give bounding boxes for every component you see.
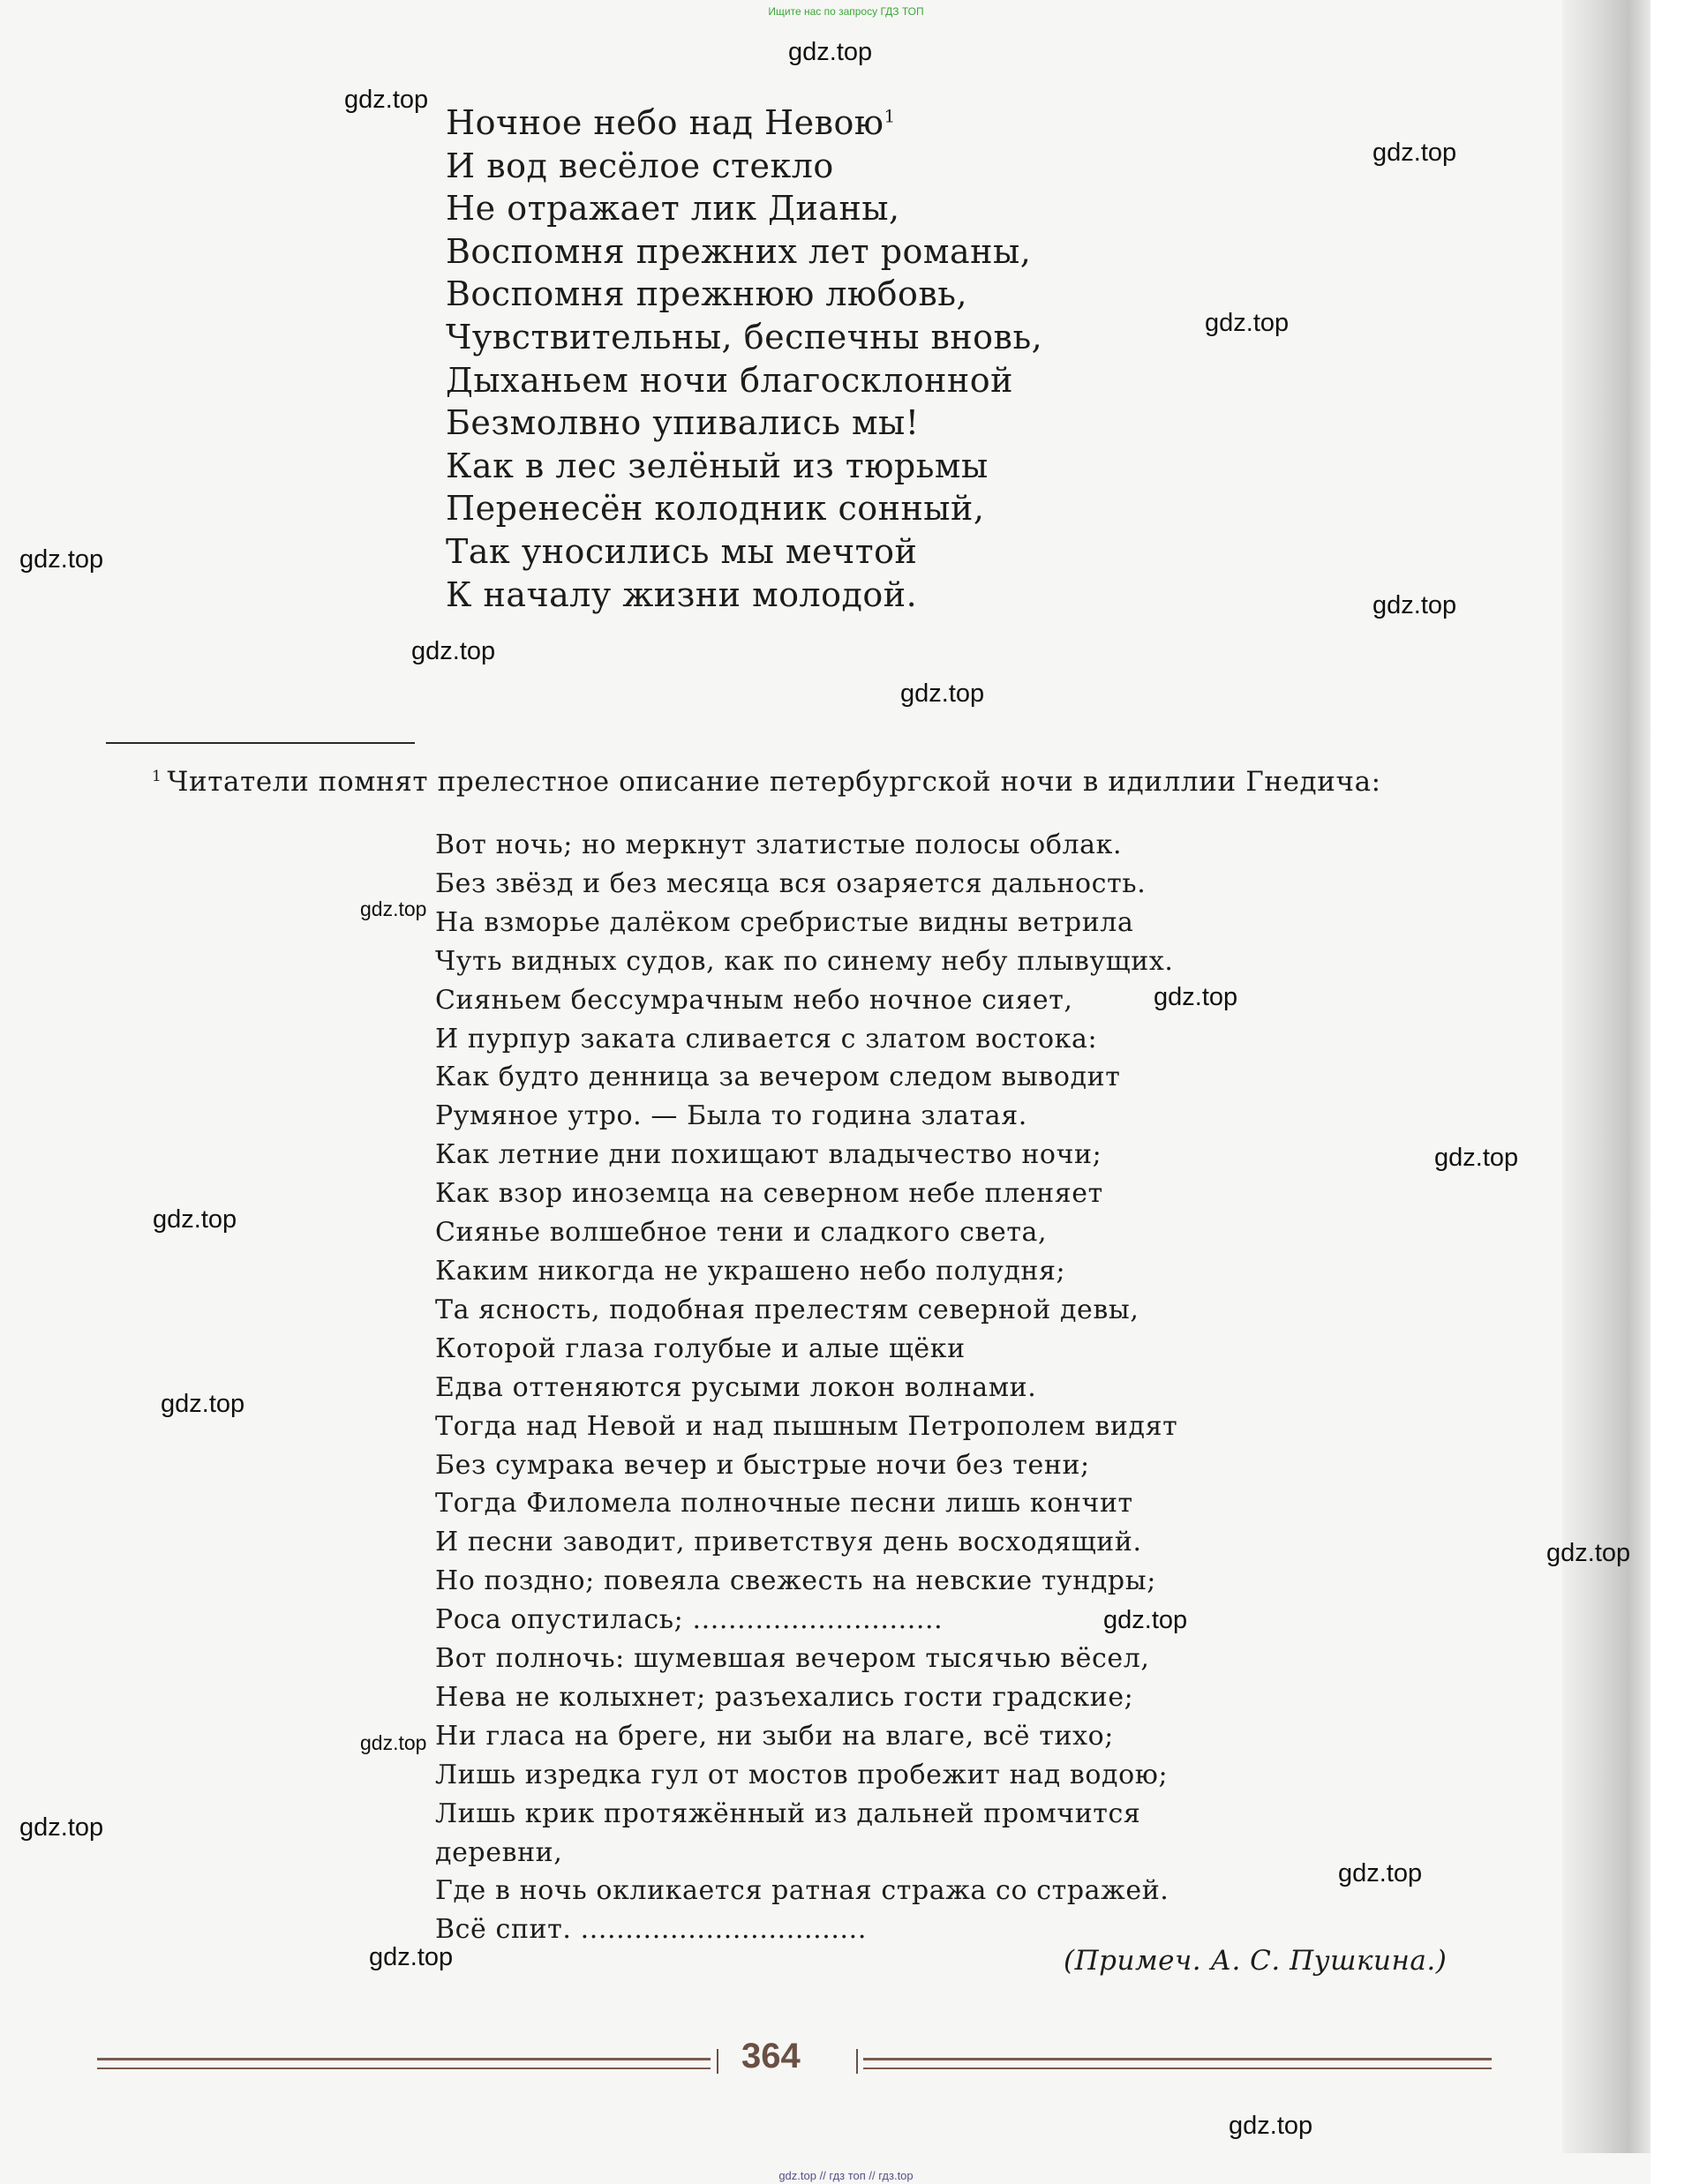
- watermark: gdz.top: [360, 897, 427, 920]
- page-gutter-shadow: [1562, 0, 1651, 2153]
- footnote-poem-line: И песни заводит, приветствуя день восходящий.: [435, 1527, 1142, 1558]
- top-banner[interactable]: Ищите нас по запросу ГДЗ ТОП: [768, 5, 924, 18]
- poem-line-text: Воспомня прежних лет романы,: [446, 231, 1032, 271]
- watermark: gdz.top: [788, 38, 873, 66]
- poem-line: [446, 530, 1042, 574]
- footnote-poem-line: деревни,: [435, 1836, 563, 1868]
- footnote-poem-line: И пурпур заката сливается с златом востока:: [435, 1023, 1098, 1054]
- watermark: gdz.top: [19, 1813, 104, 1842]
- watermark: gdz.top: [411, 637, 496, 665]
- footnote-poem-line: Где в ночь окликается ратная стража со стражей.: [435, 1875, 1169, 1907]
- footnote-poem-line: Как будто денница за вечером следом выводит: [435, 1062, 1121, 1093]
- watermark: gdz.top: [1338, 1859, 1423, 1888]
- watermark: gdz.top: [360, 1731, 427, 1754]
- poem-line: [446, 316, 1042, 359]
- watermark: gdz.top: [1372, 591, 1457, 619]
- poem-line: [446, 445, 1042, 488]
- footnote-marker: 1: [152, 767, 162, 785]
- footnote-poem-line: Вот ночь; но меркнут златистые полосы облак.: [435, 829, 1123, 860]
- footnote-poem-line: Ни гласа на бреге, ни зыби на влаге, всё тихо;: [435, 1720, 1114, 1752]
- watermark: gdz.top: [344, 86, 429, 114]
- footnote-poem-line: Но поздно; повеяла свежесть на невские тундры;: [435, 1565, 1156, 1597]
- footnote-poem-line: Вот полночь: шумевшая вечером тысячью вёсел,: [435, 1643, 1150, 1675]
- poem-line-text: К началу жизни молодой.: [446, 574, 918, 614]
- watermark: gdz.top: [1229, 2112, 1313, 2140]
- footnote-poem-line: Как летние дни похищают владычество ночи;: [435, 1139, 1102, 1171]
- poem-line: [446, 273, 1042, 316]
- footnote-poem-line: Едва оттеняются русыми локон волнами.: [435, 1371, 1037, 1403]
- footnote-poem-line: Которой глаза голубые и алые щёки: [435, 1332, 966, 1364]
- watermark: gdz.top: [1546, 1539, 1631, 1567]
- footnote-poem-line: Лишь крик протяжённый из дальней промчится: [435, 1797, 1141, 1829]
- watermark: gdz.top: [1154, 983, 1238, 1011]
- watermark: gdz.top: [1372, 139, 1457, 167]
- poem-line-text: Дыханьем ночи благосклонной: [446, 360, 1013, 400]
- footnote-poem: [435, 826, 1177, 1949]
- poem-line-text: Как в лес зелёный из тюрьмы: [446, 446, 989, 485]
- footer-rule-right: [863, 2058, 1492, 2069]
- watermark: gdz.top: [19, 545, 104, 574]
- footnote-poem-line: Сияньем бессумрачным небо ночное сияет,: [435, 984, 1073, 1016]
- footnote-poem-line: Без звёзд и без месяца вся озаряется дальность.: [435, 867, 1147, 899]
- footnote-intro: [152, 766, 1381, 798]
- poem-line: [446, 145, 1042, 188]
- poem-line: [446, 574, 1042, 617]
- poem-line-text: Не отражает лик Дианы,: [446, 189, 900, 229]
- poem-line-text: И вод весёлое стекло: [446, 146, 834, 185]
- watermark: gdz.top: [161, 1390, 245, 1418]
- footnote-poem-line: На взморье далёком сребристые видны ветрила: [435, 906, 1134, 938]
- footnote-poem-line: Тогда Филомела полночные песни лишь кончит: [435, 1488, 1133, 1520]
- footnote-poem-line: Роса опустилась; ............................: [435, 1604, 944, 1636]
- poem-line: [446, 359, 1042, 402]
- footnote-reference[interactable]: 1: [884, 105, 896, 127]
- poem-line-text: Так уносились мы мечтой: [446, 531, 918, 571]
- watermark: gdz.top: [1103, 1606, 1188, 1634]
- footnote-poem-line: Румяное утро. — Была то година златая.: [435, 1100, 1027, 1132]
- footnote-poem-line: Как взор иноземца на северном небе пленяет: [435, 1178, 1103, 1210]
- footnote-poem-line: Тогда над Невой и над пышным Петрополем видят: [435, 1410, 1178, 1442]
- footnote-attribution: (Примеч. А. С. Пушкина.): [1064, 1945, 1448, 1977]
- poem-line: [446, 230, 1042, 274]
- footer-rule-tick-right: [856, 2049, 858, 2074]
- poem-line-text: Перенесён колодник сонный,: [446, 489, 985, 529]
- poem-line-text: Чувствительны, беспечны вновь,: [446, 317, 1043, 356]
- footnote-poem-line: Всё спит. ................................: [435, 1914, 867, 1946]
- watermark: gdz.top: [153, 1205, 237, 1234]
- poem-line-text: Безмолвно упивались мы!: [446, 403, 920, 443]
- poem-line-text: Воспомня прежнюю любовь,: [446, 274, 968, 314]
- watermark: gdz.top: [900, 679, 985, 708]
- watermark: gdz.top: [369, 1943, 454, 1971]
- footer-rule-tick-left: [717, 2049, 718, 2074]
- poem-line: [446, 187, 1042, 230]
- footnote-intro-text: Читатели помнят прелестное описание петербургской ночи в идиллии Гнедича:: [167, 766, 1381, 798]
- footnote-poem-line: Без сумрака вечер и быстрые ночи без тени;: [435, 1449, 1090, 1481]
- footer-rule-left: [97, 2058, 711, 2069]
- poem-line: [446, 101, 1042, 145]
- poem-line: [446, 402, 1042, 445]
- footnote-poem-line: Нева не колыхнет; разъехались гости градские;: [435, 1681, 1134, 1713]
- poem-line: [446, 487, 1042, 530]
- footnote-poem-line: Чуть видных судов, как по синему небу плывущих.: [435, 945, 1174, 977]
- footnote-poem-line: Сиянье волшебное тени и сладкого света,: [435, 1217, 1048, 1249]
- footnote-poem-line: Лишь изредка гул от мостов пробежит над водою;: [435, 1759, 1169, 1790]
- poem-line-text: Ночное небо над Невою: [446, 103, 884, 142]
- footnote-poem-line: Каким никогда не украшено небо полудня;: [435, 1255, 1066, 1287]
- watermark: gdz.top: [1205, 309, 1290, 337]
- footnote-divider: [106, 742, 415, 744]
- page-number: 364: [741, 2037, 801, 2075]
- bottom-banner[interactable]: gdz.top // гдз топ // гдз.top: [778, 2169, 914, 2182]
- main-poem: [446, 101, 1042, 616]
- watermark: gdz.top: [1434, 1144, 1519, 1172]
- footnote-poem-line: Та ясность, подобная прелестям северной девы,: [435, 1294, 1139, 1325]
